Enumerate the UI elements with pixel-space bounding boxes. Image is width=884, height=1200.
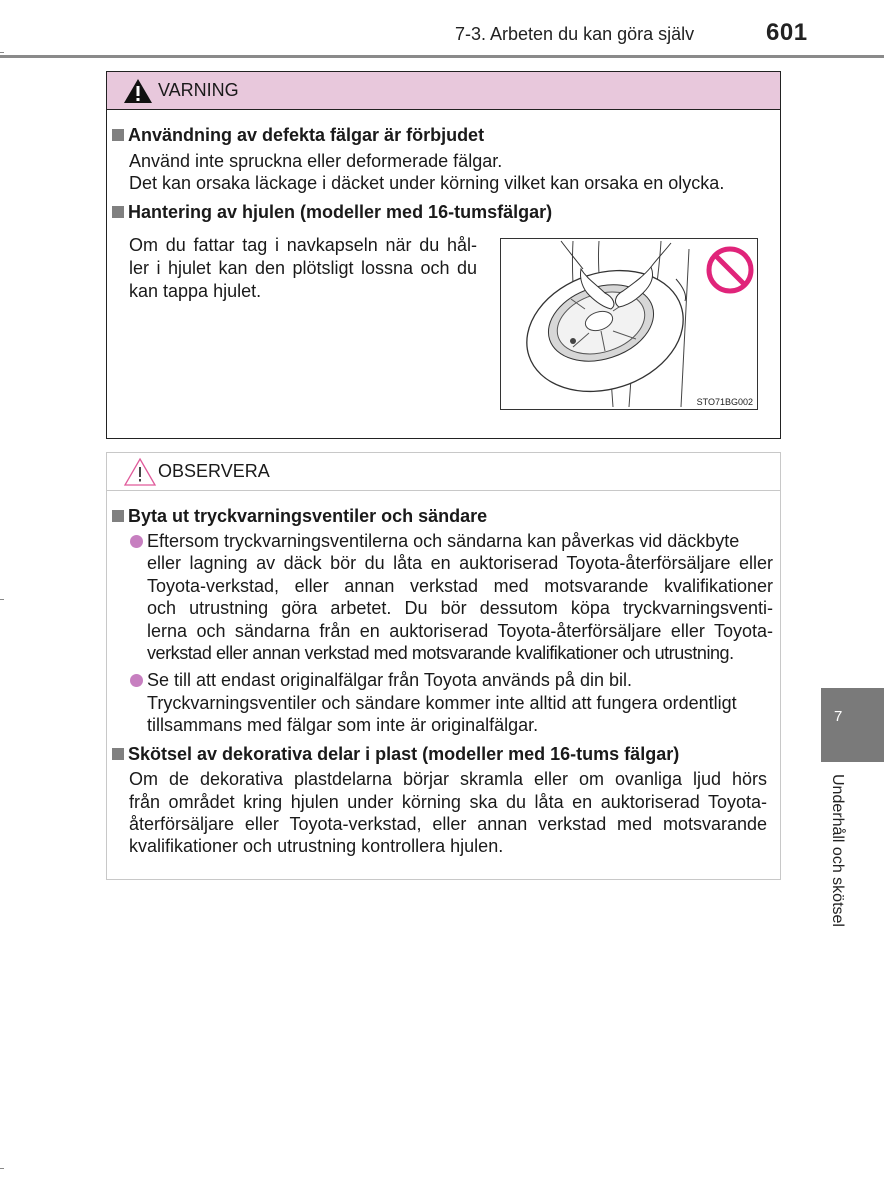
chapter-number: 7	[834, 708, 843, 725]
crop-mark	[0, 52, 4, 53]
bullet-dot-icon	[130, 674, 143, 687]
body-text: kvalifikationer och utrustning kontrollera hjulen.	[129, 836, 504, 856]
header-divider	[0, 55, 884, 58]
caution-icon	[123, 457, 157, 487]
body-text: Det kan orsaka läckage i däcket under körning vilket kan orsaka en olycka.	[129, 173, 725, 193]
bullet-text: Tryckvarningsventiler och sändare kommer inte alltid att fungera ordentligt	[147, 693, 737, 713]
body-text: kan tappa hjulet.	[129, 281, 262, 301]
section-heading: Skötsel av dekorativa delar i plast (modeller med 16-tums fälgar)	[112, 743, 679, 765]
bullet-text: verkstad eller annan verkstad med motsvarande kvalifikationer och utrustning.	[147, 643, 734, 663]
bullet-text: Se till att endast originalfälgar från Toyota används på din bil.	[147, 670, 632, 690]
warning-label: VARNING	[158, 80, 239, 100]
chapter-tab[interactable]	[821, 688, 884, 762]
chapter-label: Underhåll och skötsel	[829, 774, 846, 927]
warning-header	[107, 72, 780, 110]
section-heading: Byta ut tryckvarningsventiler och sändare	[112, 505, 487, 527]
notice-header	[107, 453, 780, 491]
section-title: 7-3. Arbeten du kan göra själv	[455, 24, 695, 44]
crop-mark	[0, 1168, 4, 1169]
notice-label: OBSERVERA	[158, 461, 270, 481]
bullet-text: eller lagning av däck bör du låta en auktoriserad Toyota-återförsäljare eller	[147, 553, 773, 573]
section-heading: Hantering av hjulen (modeller med 16-tumsfälgar)	[112, 201, 552, 223]
body-text: ler i hjulet kan den plötsligt lossna och du	[129, 258, 477, 278]
section-heading: Användning av defekta fälgar är förbjudet	[112, 124, 484, 146]
bullet-text: Toyota-verkstad, eller annan verkstad med motsvarande kvalifikationer	[147, 576, 773, 596]
page-number: 601	[766, 19, 808, 46]
crop-mark	[0, 599, 4, 600]
bullet-text: Eftersom tryckvarningsventilerna och sändarna kan påverkas vid däckbyte	[147, 531, 740, 551]
bullet-text: lerna och sändarna från en auktoriserad Toyota-återförsäljare eller Toyota-	[147, 621, 773, 641]
warning-icon	[123, 78, 153, 104]
body-text: återförsäljare eller Toyota-verkstad, eller annan verkstad med motsvarande	[129, 814, 767, 834]
square-bullet-icon	[112, 129, 124, 141]
prohibited-icon	[705, 245, 755, 295]
body-text: från området kring hjulen under körning ska du låta en auktoriserad Toyota-	[129, 792, 767, 812]
wheel-illustration	[500, 238, 758, 410]
bullet-text: och utrustning göra arbetet. Du bör dessutom köpa tryckvarningsventi-	[147, 598, 773, 618]
square-bullet-icon	[112, 510, 124, 522]
body-text: Om de dekorativa plastdelarna börjar skramla eller om ovanliga ljud hörs	[129, 769, 767, 789]
figure-code: STO71BG002	[696, 397, 753, 407]
body-text: Om du fattar tag i navkapseln när du hål-	[129, 235, 477, 255]
bullet-dot-icon	[130, 535, 143, 548]
square-bullet-icon	[112, 748, 124, 760]
bullet-text: tillsammans med fälgar som inte är originalfälgar.	[147, 715, 539, 735]
body-text: Använd inte spruckna eller deformerade fälgar.	[129, 151, 503, 171]
square-bullet-icon	[112, 206, 124, 218]
